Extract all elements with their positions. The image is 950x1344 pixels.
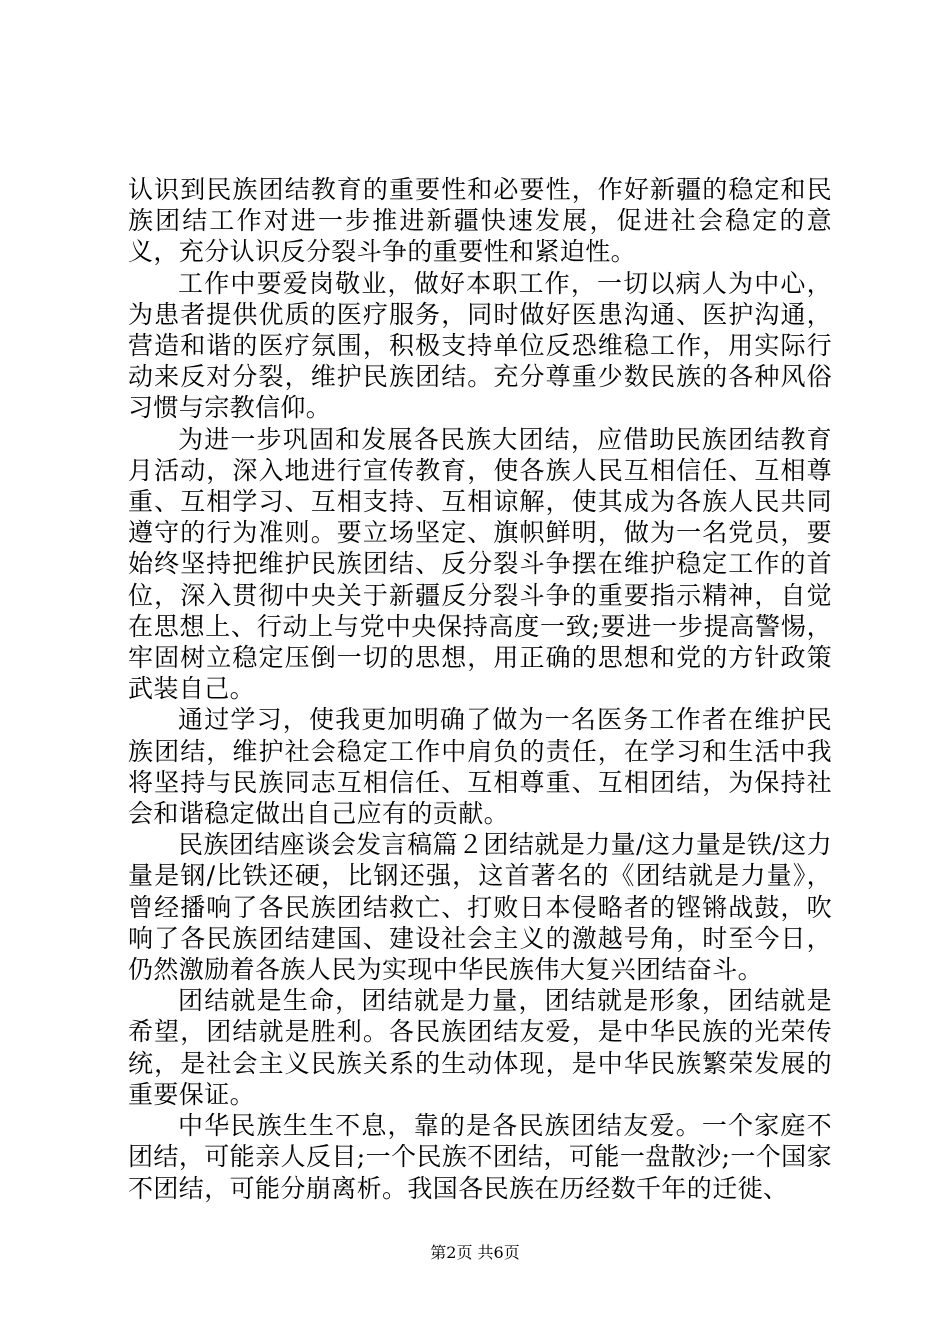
paragraph-2: 工作中要爱岗敬业，做好本职工作，一切以病人为中心，为患者提供优质的医疗服务，同时做好医患沟通、医护沟通，营造和谐的医疗氛围，积极支持单位反恐维稳工作，用实际行动来反对分裂，维护民族团结。充分尊重少数民族的各种风俗习惯与宗教信仰。: [128, 268, 832, 423]
paragraph-7: 中华民族生生不息，靠的是各民族团结友爱。一个家庭不团结，可能亲人反目;一个民族不团结，可能一盘散沙;一个国家不团结，可能分崩离析。我国各民族在历经数千年的迁徙、: [128, 1111, 832, 1203]
paragraph-5: 民族团结座谈会发言稿篇２团结就是力量/这力量是铁/这力量是钢/比铁还硬，比钢还强，这首著名的《团结就是力量》，曾经播响了各民族团结救亡、打败日本侵略者的铿锵战鼓，吹响了各民族团结建国、建设社会主义的激越号角，时至今日，仍然激励着各族人民为实现中华民族伟大复兴团结奋斗。: [128, 830, 832, 985]
document-body: [128, 174, 832, 1204]
paragraph-6: 团结就是生命，团结就是力量，团结就是形象，团结就是希望，团结就是胜利。各民族团结友爱，是中华民族的光荣传统，是社会主义民族关系的生动体现，是中华民族繁荣发展的重要保证。: [128, 986, 832, 1109]
paragraph-4: 通过学习，使我更加明确了做为一名医务工作者在维护民族团结，维护社会稳定工作中肩负的责任，在学习和生活中我将坚持与民族同志互相信任、互相尊重、互相团结，为保持社会和谐稳定做出自己应有的贡献。: [128, 705, 832, 829]
paragraph-3: 为进一步巩固和发展各民族大团结，应借助民族团结教育月活动，深入地进行宣传教育，使各族人民互相信任、互相尊重、互相学习、互相支持、互相谅解，使其成为各族人民共同遵守的行为准则。要立场坚定、旗帜鲜明，做为一名党员，要始终坚持把维护民族团结、反分裂斗争摆在维护稳定工作的首位，深入贯彻中央关于新疆反分裂斗争的重要指示精神，自觉在思想上、行动上与党中央保持高度一致;要进一步提高警惕，牢固树立稳定压倒一切的思想，用正确的思想和党的方针政策武装自己。: [128, 424, 832, 704]
paragraph-1: 认识到民族团结教育的重要性和必要性，作好新疆的稳定和民族团结工作对进一步推进新疆快速发展，促进社会稳定的意义，充分认识反分裂斗争的重要性和紧迫性。: [128, 175, 832, 267]
page-number-footer: 第2页 共6页: [430, 1243, 520, 1262]
